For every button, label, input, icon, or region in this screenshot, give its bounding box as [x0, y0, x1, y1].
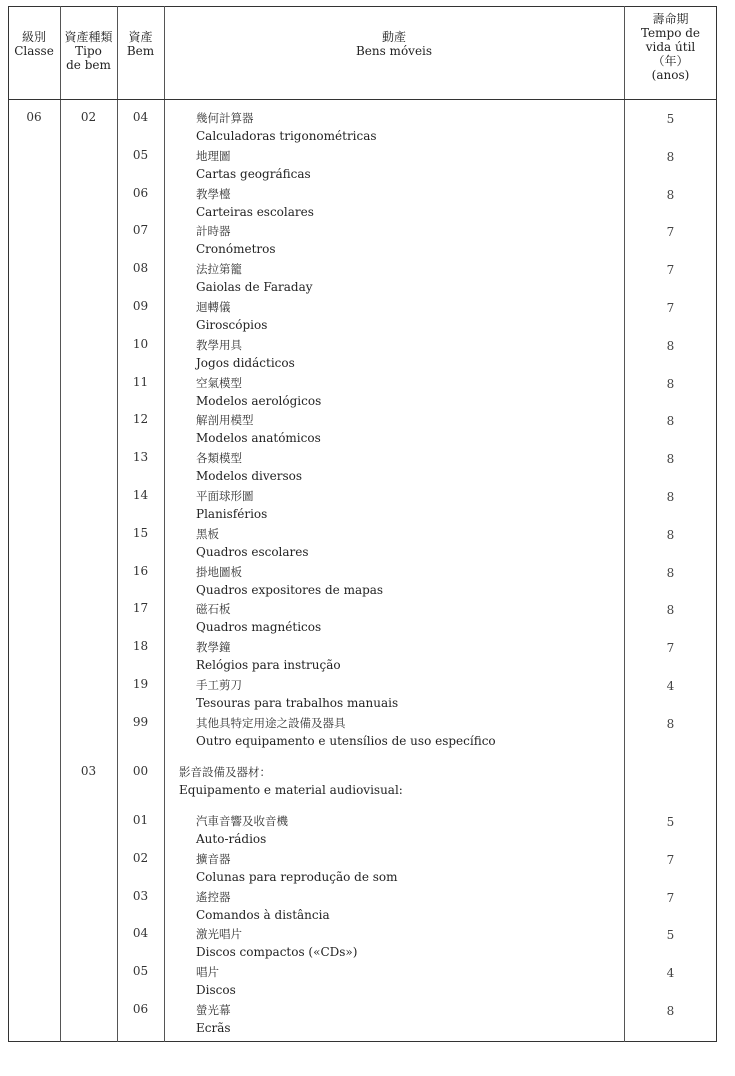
item-life-years: 8	[666, 376, 675, 391]
item-life-years: 8	[666, 338, 675, 353]
item-life-years: 4	[666, 679, 675, 693]
bem-code: 08	[132, 261, 149, 276]
item-name-pt: Colunas para reprodução de som	[196, 869, 398, 884]
header-tipo: 資產種類 Tipo de bem	[64, 30, 113, 72]
item-name-zh: 地理圖	[196, 148, 231, 163]
item-name-zh: 平面球形圖	[196, 489, 254, 503]
category-name-zh: 影音設備及器材：	[179, 765, 271, 779]
item-life-years: 8	[666, 1004, 675, 1018]
item-name-zh: 唱片	[196, 965, 219, 980]
header-vida-util: 壽命期 Tempo de vida útil （年） (anos)	[640, 12, 701, 82]
bem-code: 06	[132, 185, 149, 200]
bem-code: 00	[132, 764, 149, 778]
item-name-pt: Gaiolas de Faraday	[196, 280, 313, 295]
bem-code: 04	[132, 926, 149, 941]
header-divider	[8, 99, 717, 100]
item-name-zh: 法拉第籠	[196, 262, 242, 277]
item-name-pt: Quadros expositores de mapas	[196, 582, 384, 597]
item-name-pt: Carteiras escolares	[196, 204, 314, 219]
item-life-years: 8	[666, 490, 675, 504]
item-name-zh: 空氣模型	[196, 375, 242, 390]
item-life-years: 7	[666, 225, 675, 240]
item-life-years: 8	[666, 187, 675, 202]
category-name-pt: Equipamento e material audiovisual:	[179, 783, 403, 797]
item-name-zh: 幾何計算器	[196, 111, 254, 125]
bem-code: 15	[132, 525, 149, 540]
item-name-pt: Quadros escolares	[196, 544, 309, 559]
header-description: 動產 Bens móveis	[355, 30, 433, 58]
item-name-pt: Jogos didácticos	[196, 355, 295, 370]
item-name-pt: Auto-rádios	[196, 832, 267, 846]
item-life-years: 4	[666, 966, 675, 981]
item-name-zh: 教學用具	[196, 337, 242, 352]
item-name-pt: Ecrãs	[196, 1021, 231, 1035]
item-name-pt: Comandos à distância	[196, 907, 330, 922]
column-divider	[164, 6, 165, 1042]
item-name-pt: Modelos anatómicos	[196, 431, 321, 446]
item-life-years: 7	[666, 890, 675, 905]
bem-code: 18	[132, 639, 149, 654]
item-life-years: 7	[666, 263, 675, 278]
item-name-zh: 教學檯	[196, 186, 231, 201]
bem-code: 19	[132, 677, 149, 691]
item-life-years: 8	[666, 716, 675, 731]
item-life-years: 8	[666, 452, 675, 467]
bem-code: 17	[132, 601, 149, 616]
item-name-zh: 黑板	[196, 526, 219, 541]
bem-code: 99	[132, 714, 149, 729]
tipo-value: 02	[80, 110, 97, 124]
bem-code: 03	[132, 888, 149, 903]
item-life-years: 8	[666, 603, 675, 618]
bem-code: 09	[132, 299, 149, 313]
item-name-zh: 解剖用模型	[196, 413, 254, 428]
bem-code: 02	[132, 850, 149, 865]
table-frame	[8, 6, 717, 1042]
item-name-pt: Quadros magnéticos	[196, 620, 322, 635]
header-classe: 級別 Classe	[14, 30, 54, 58]
item-life-years: 7	[666, 301, 675, 315]
item-life-years: 7	[666, 641, 675, 656]
item-name-zh: 各類模型	[196, 451, 242, 466]
item-name-zh: 磁石板	[196, 602, 231, 617]
item-name-pt: Planisférios	[196, 507, 268, 521]
item-name-zh: 汽車音響及收音機	[196, 814, 288, 828]
classe-value: 06	[26, 110, 42, 124]
bem-code: 11	[132, 374, 149, 389]
item-name-pt: Tesouras para trabalhos manuais	[196, 696, 399, 710]
tipo-value: 03	[80, 764, 97, 778]
bem-code: 10	[132, 336, 149, 351]
item-name-pt: Giroscópios	[196, 318, 268, 332]
item-life-years: 8	[666, 149, 675, 164]
item-name-zh: 教學鐘	[196, 640, 231, 655]
bem-code: 06	[132, 1002, 149, 1016]
item-name-pt: Outro equipamento e utensílios de uso específico	[196, 733, 496, 748]
item-name-zh: 螢光幕	[196, 1003, 231, 1017]
item-name-pt: Relógios para instrução	[196, 658, 341, 673]
item-life-years: 8	[666, 527, 675, 542]
item-name-pt: Calculadoras trigonométricas	[196, 129, 377, 143]
item-name-zh: 激光唱片	[196, 927, 242, 942]
bem-code: 05	[132, 964, 149, 979]
item-name-zh: 計時器	[196, 224, 231, 239]
bem-code: 13	[132, 450, 149, 465]
bem-code: 12	[132, 412, 149, 427]
item-name-pt: Modelos aerológicos	[196, 393, 322, 408]
item-life-years: 5	[666, 815, 675, 829]
item-life-years: 8	[666, 565, 675, 580]
item-name-zh: 遙控器	[196, 889, 231, 904]
bem-code: 04	[132, 110, 149, 124]
item-name-zh: 迴轉儀	[196, 300, 231, 314]
column-divider	[60, 6, 61, 1042]
item-name-zh: 其他具特定用途之設備及器具	[196, 715, 346, 730]
bem-code: 16	[132, 563, 149, 578]
bem-code: 07	[132, 223, 149, 238]
item-life-years: 8	[666, 414, 675, 429]
item-name-pt: Discos compactos («CDs»)	[196, 945, 358, 960]
bem-code: 05	[132, 147, 149, 162]
bem-code: 01	[132, 813, 149, 827]
item-name-zh: 手工剪刀	[196, 678, 242, 692]
item-name-zh: 掛地圖板	[196, 564, 242, 579]
bem-code: 14	[132, 488, 149, 502]
item-name-zh: 擴音器	[196, 851, 231, 866]
item-name-pt: Discos	[196, 983, 236, 998]
item-name-pt: Cartas geográficas	[196, 166, 311, 181]
header-bem: 資產 Bem	[126, 30, 155, 58]
item-name-pt: Modelos diversos	[196, 469, 303, 484]
item-life-years: 5	[666, 112, 675, 126]
item-life-years: 7	[666, 852, 675, 867]
item-name-pt: Cronómetros	[196, 242, 276, 257]
item-life-years: 5	[666, 928, 675, 943]
